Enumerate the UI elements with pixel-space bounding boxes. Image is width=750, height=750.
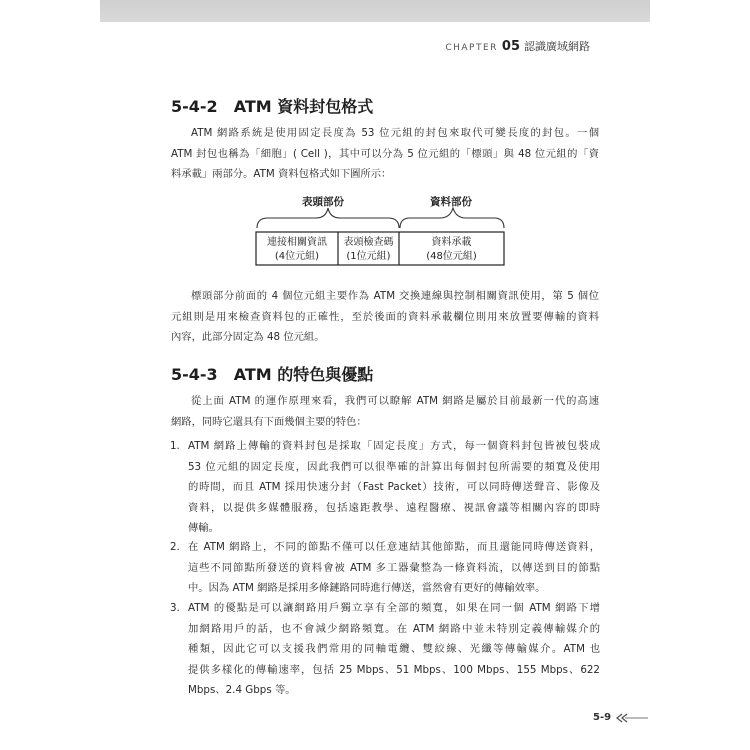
list-body (188, 598, 600, 701)
header-band (100, 0, 650, 22)
text-line: 內容，此部分固定為 48 位元組。 (171, 331, 325, 343)
list-body (188, 436, 600, 539)
text-line: ATM 網路系統是使用固定長度為 53 位元組的封包來取代可變長度的封包。一個 (191, 127, 599, 139)
text-line: Mbps、2.4 Gbps 等。 (188, 684, 296, 696)
chapter-header (445, 38, 590, 54)
text-line: 在 ATM 網路上，不同的節點不僅可以任意連結其他節點，而且還能同時傳送資料， (188, 541, 600, 553)
text-line: 從上面 ATM 的運作原理來看，我們可以瞭解 ATM 網路是屬於目前最新一代的高速 (191, 395, 599, 407)
header-brace (257, 208, 399, 228)
text-line: 加網路用戶的話，也不會減少網路頻寬。在 ATM 網路中並未特別定義傳輸媒介的 (188, 622, 600, 635)
back-arrow-icon (615, 713, 649, 723)
text-line: 提供多樣化的傳輸速率，包括 25 Mbps、51 Mbps、100 Mbps、155 Mbps、622 (188, 663, 600, 676)
chapter-title: 認識廣域網路 (524, 40, 590, 53)
list-number: 2. (170, 541, 180, 553)
section-number: 5-4-2 (171, 97, 218, 116)
page-number: 5-9 (593, 712, 612, 723)
cell-size: (48位元組) (426, 251, 477, 262)
section-heading-543 (171, 362, 373, 385)
text-line: 網路，同時它還具有下面幾個主要的特色： (171, 415, 367, 428)
text-line: 料承載」兩部分。ATM 資料包格式如下圖所示： (171, 168, 392, 180)
cell-header-checksum (338, 236, 399, 266)
text-line: ATM 網路上傳輸的資料封包是採取「固定長度」方式，每一個資料封包皆被包裝成 (188, 440, 600, 452)
atm-cell-diagram (254, 194, 506, 270)
text-line: 53 位元組的固定長度，因此我們可以很準確的計算出每個封包所需要的頻寬及使用 (188, 460, 600, 473)
paragraph (171, 391, 599, 432)
cell-size: (4位元組) (274, 251, 320, 262)
data-brace (400, 208, 504, 228)
list-number: 3. (170, 602, 180, 614)
text-line: ATM 的優點是可以讓網路用戶獨立享有全部的頻寬，如果在同一個 ATM 網路下增 (188, 602, 600, 614)
cell-connection-info (256, 236, 338, 266)
text-line: 這些不同節點所發送的資料會被 ATM 多工器彙整為一條資料流，以傳送到目的節點 (188, 561, 600, 574)
cell-payload (399, 236, 504, 266)
section-title: ATM 資料封包格式 (233, 97, 374, 116)
list-body (188, 537, 600, 599)
text-line: 的時間，而且 ATM 採用快速分封（Fast Packet）技術，可以同時傳送聲音、影像及 (188, 481, 600, 493)
paragraph (171, 286, 599, 348)
page-footer (593, 712, 649, 723)
text-line: 中。因為 ATM 網路是採用多條鏈路同時進行傳送，當然會有更好的傳輸效率。 (188, 582, 546, 594)
chapter-word: CHAPTER (445, 43, 498, 53)
cell-size: (1位元組) (346, 251, 391, 262)
text-line: 種類，因此它可以支援我們常用的同軸電纜、雙絞線、光纖等傳輸媒介。ATM 也 (188, 643, 600, 655)
section-heading-542 (171, 94, 373, 117)
text-line: 資料，以提供多媒體服務，包括遠距教學、遠程醫療、視訊會議等相關內容的即時 (188, 501, 600, 514)
chapter-number: 05 (501, 39, 520, 54)
paragraph (171, 123, 599, 185)
data-part-label: 資料部份 (430, 196, 472, 208)
section-number: 5-4-3 (171, 365, 218, 384)
header-part-label: 表頭部份 (302, 196, 344, 208)
section-title: ATM 的特色與優點 (233, 365, 374, 384)
text-line: ATM 封包也稱為「細胞」( Cell )，其中可以分為 5 位元組的「標頭」與 48 位元組的「資 (171, 147, 599, 160)
cell-label: 資料承載 (431, 237, 472, 248)
text-line: 傳輸。 (188, 522, 219, 534)
list-number: 1. (170, 440, 180, 452)
cell-label: 表頭檢查碼 (343, 237, 394, 248)
text-line: 標頭部分前面的 4 個位元組主要作為 ATM 交換連線與控制相關資訊使用，第 5 個位 (191, 290, 599, 302)
text-line: 元組則是用來檢查資料包的正確性，至於後面的資料承載欄位則用來放置要傳輸的資料 (171, 310, 599, 323)
cell-label: 連接相關資訊 (267, 237, 327, 248)
